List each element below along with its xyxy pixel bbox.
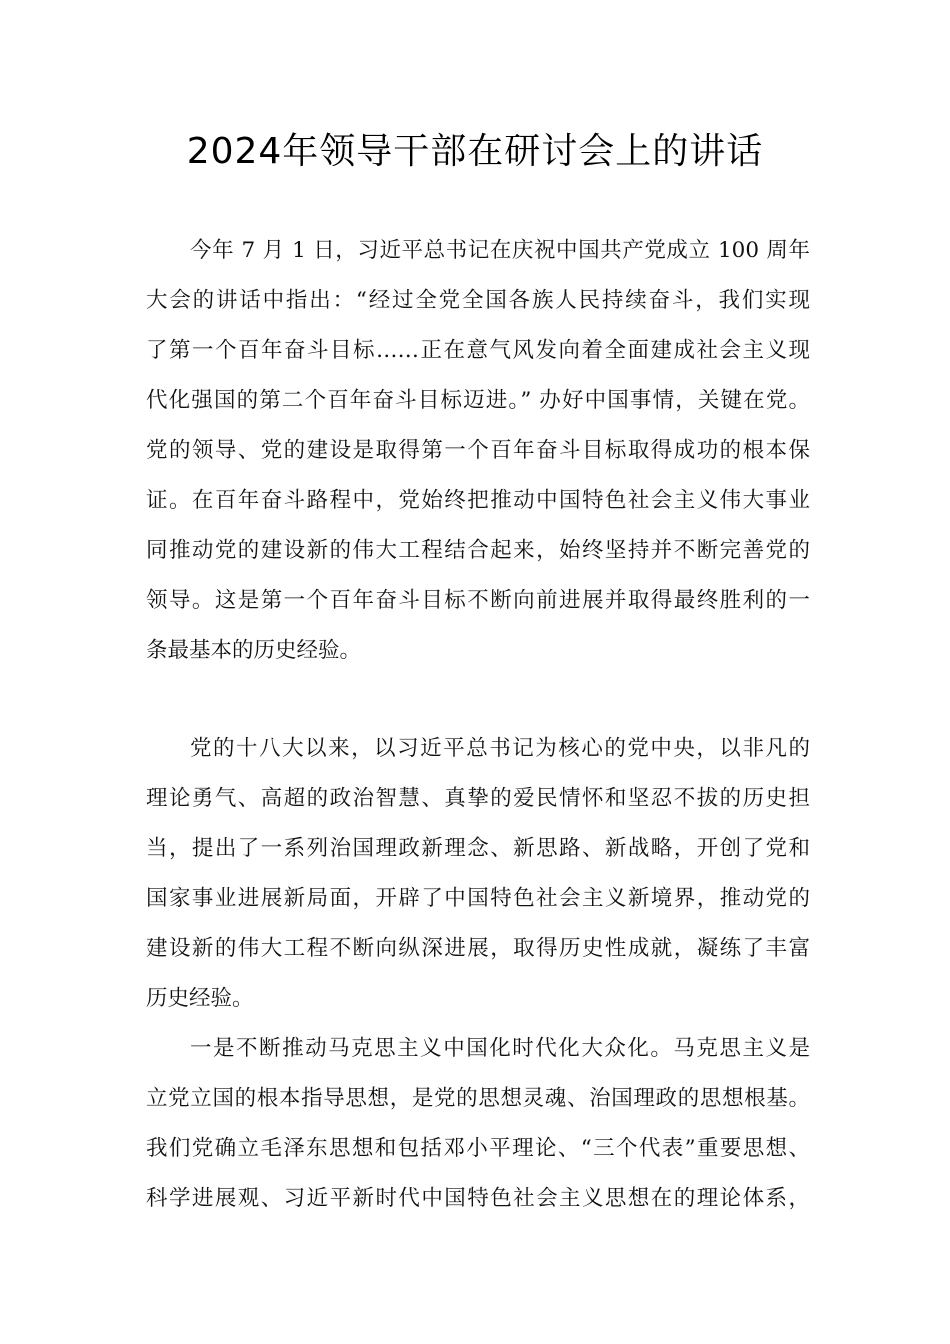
document-title: 2024年领导干部在研讨会上的讲话	[186, 131, 764, 172]
text-line: 立党立国的根本指导思想，是党的思想灵魂、治国理政的思想根基。	[146, 1086, 810, 1111]
paragraph-1	[146, 226, 810, 676]
text-line: 科学进展观、习近平新时代中国特色社会主义思想在的理论体系，	[146, 1186, 810, 1211]
text-line: 大会的讲话中指出：“经过全党全国各族人民持续奋斗，我们实现	[146, 288, 810, 313]
text-line: 建设新的伟大工程不断向纵深进展，取得历史性成就，凝练了丰富	[146, 936, 810, 961]
text-line: 代化强国的第二个百年奋斗目标迈进。” 办好中国事情，关键在党。	[146, 388, 810, 413]
text-line: 党的十八大以来，以习近平总书记为核心的党中央，以非凡的	[190, 736, 810, 761]
text-line: 今年 7 月 1 日，习近平总书记在庆祝中国共产党成立 100 周年	[190, 238, 810, 263]
text-line: 国家事业进展新局面，开辟了中国特色社会主义新境界，推动党的	[146, 886, 810, 911]
text-line: 理论勇气、高超的政治智慧、真挚的爱民情怀和坚忍不拔的历史担	[146, 786, 810, 811]
text-line: 当，提出了一系列治国理政新理念、新思路、新战略，开创了党和	[146, 836, 810, 861]
text-line: 我们党确立毛泽东思想和包括邓小平理论、“三个代表”重要思想、	[146, 1136, 810, 1161]
text-line: 同推动党的建设新的伟大工程结合起来，始终坚持并不断完善党的	[146, 538, 810, 563]
paragraph-2	[146, 724, 810, 1024]
text-line: 领导。这是第一个百年奋斗目标不断向前进展并取得最终胜利的一	[146, 588, 810, 613]
text-line: 一是不断推动马克思主义中国化时代化大众化。马克思主义是	[190, 1036, 810, 1061]
text-line: 证。在百年奋斗路程中，党始终把推动中国特色社会主义伟大事业	[146, 488, 810, 513]
text-line: 历史经验。	[146, 986, 254, 1011]
text-line: 党的领导、党的建设是取得第一个百年奋斗目标取得成功的根本保	[146, 438, 810, 463]
text-line: 条最基本的历史经验。	[146, 638, 362, 663]
text-line: 了第一个百年奋斗目标……正在意气风发向着全面建成社会主义现	[146, 338, 810, 363]
paragraph-3	[146, 1024, 810, 1224]
